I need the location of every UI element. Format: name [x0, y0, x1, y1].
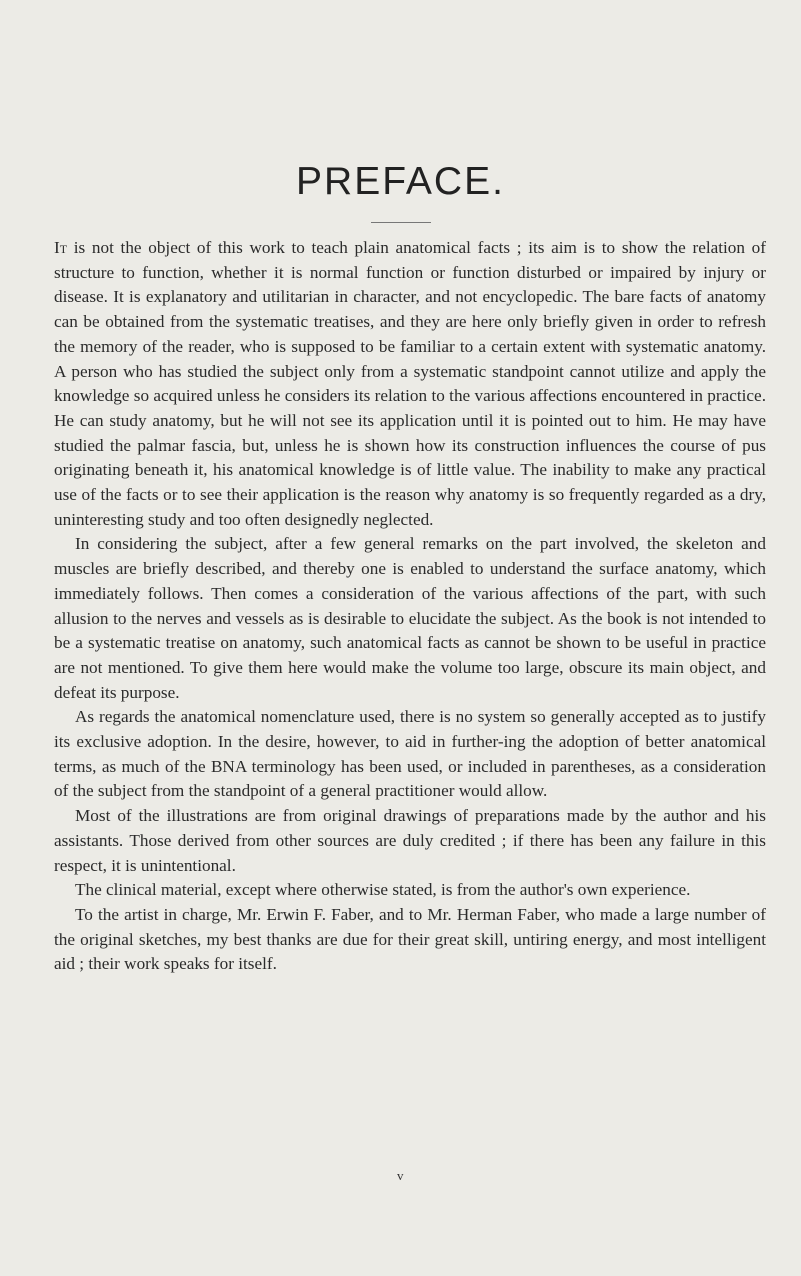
preface-body	[54, 236, 766, 977]
opening-word: It	[54, 238, 68, 257]
title-divider	[371, 222, 431, 223]
paragraph-2: In considering the subject, after a few general remarks on the part involved, the skeleton and muscles are briefly described, and thereby one is enabled to understand the surface anatomy, which immediately follows. Then comes a consideration of the various affections of the part, with such allusion to the nerves and vessels as is desirable to elucidate the subject. As the book is not intended to be a systematic treatise on anatomy, such anatomical facts as cannot be shown to be useful in practice are not mentioned. To give them here would make the volume too large, obscure its main object, and defeat its purpose.	[54, 534, 766, 702]
paragraph-6: To the artist in charge, Mr. Erwin F. Faber, and to Mr. Herman Faber, who made a large number of the original sketches, my best thanks are due for their great skill, untiring energy, and most intelligent aid ; their work speaks for itself.	[54, 904, 766, 974]
paragraph-1	[54, 236, 766, 532]
paragraph-4: Most of the illustrations are from original drawings of preparations made by the author and his assistants. Those derived from other sources are duly credited ; if there has been any failure in this respect, it is unintentional.	[54, 806, 766, 875]
paragraph-1-text: is not the object of this work to teach plain anatomical facts ; its aim is to show the relation of structure to function, whether it is normal function or function disturbed or impaired by injury or disease. It is explanatory and utilitarian in character, and not encyclopedic. The bare facts of anatomy can be obtained from the systematic treatises, and they are here only briefly given in order to refresh the memory of the reader, who is supposed to be familiar to a certain extent with systematic anatomy. A person who has studied the subject only from a systematic standpoint cannot utilize and apply the knowledge so acquired unless he considers its relation to the various affections encountered in practice. He can study anatomy, but he will not see its application until it is pointed out to him. He may have studied the palmar fascia, but, unless he is shown how its construction influences the course of pus originating beneath it, his anatomical knowledge is of little value. The inability to make any practical use of the facts or to see their application is the reason why anatomy is so frequently regarded as a dry, uninteresting study and too often designedly neglected.	[54, 238, 766, 529]
paragraph-3: As regards the anatomical nomenclature used, there is no system so generally accepted as to justify its exclusive adoption. In the desire, however, to aid in further-ing the adoption of better anatomical terms, as much of the BNA terminology has been used, or included in parentheses, as a consideration of the subject from the standpoint of a general practitioner would allow.	[54, 707, 766, 801]
page-number: v	[397, 1168, 404, 1183]
page-title: PREFACE.	[296, 160, 505, 203]
paragraph-5: The clinical material, except where otherwise stated, is from the author's own experience.	[75, 880, 691, 900]
